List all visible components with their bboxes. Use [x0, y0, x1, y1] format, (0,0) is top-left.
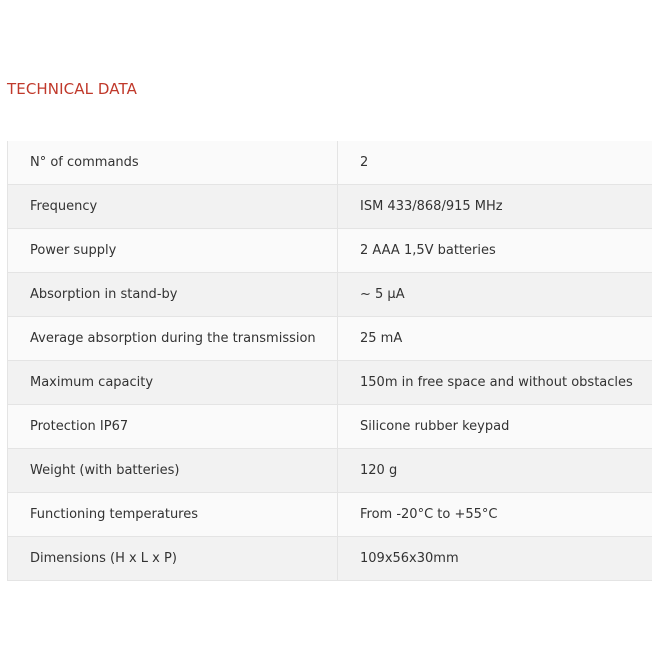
table-row [8, 273, 653, 317]
spec-value: Silicone rubber keypad [338, 405, 653, 449]
spec-value: 150m in free space and without obstacles [338, 361, 653, 405]
spec-label: Functioning temperatures [8, 493, 338, 537]
spec-label: Maximum capacity [8, 361, 338, 405]
table-row [8, 317, 653, 361]
technical-data-table [7, 141, 652, 581]
table-row [8, 537, 653, 581]
table-row [8, 185, 653, 229]
spec-value: ~ 5 µA [338, 273, 653, 317]
table-row [8, 141, 653, 185]
table-row [8, 449, 653, 493]
spec-label: Protection IP67 [8, 405, 338, 449]
spec-label: Dimensions (H x L x P) [8, 537, 338, 581]
spec-label: N° of commands [8, 141, 338, 185]
spec-value: 109x56x30mm [338, 537, 653, 581]
table-row [8, 361, 653, 405]
spec-value: 25 mA [338, 317, 653, 361]
spec-value: 2 AAA 1,5V batteries [338, 229, 653, 273]
spec-label: Absorption in stand-by [8, 273, 338, 317]
table-row [8, 229, 653, 273]
spec-value: ISM 433/868/915 MHz [338, 185, 653, 229]
spec-value: 120 g [338, 449, 653, 493]
spec-value: 2 [338, 141, 653, 185]
spec-label: Power supply [8, 229, 338, 273]
table-row [8, 493, 653, 537]
spec-label: Weight (with batteries) [8, 449, 338, 493]
table-row [8, 405, 653, 449]
spec-value: From -20°C to +55°C [338, 493, 653, 537]
spec-label: Frequency [8, 185, 338, 229]
section-title: TECHNICAL DATA [7, 80, 137, 98]
spec-label: Average absorption during the transmission [8, 317, 338, 361]
